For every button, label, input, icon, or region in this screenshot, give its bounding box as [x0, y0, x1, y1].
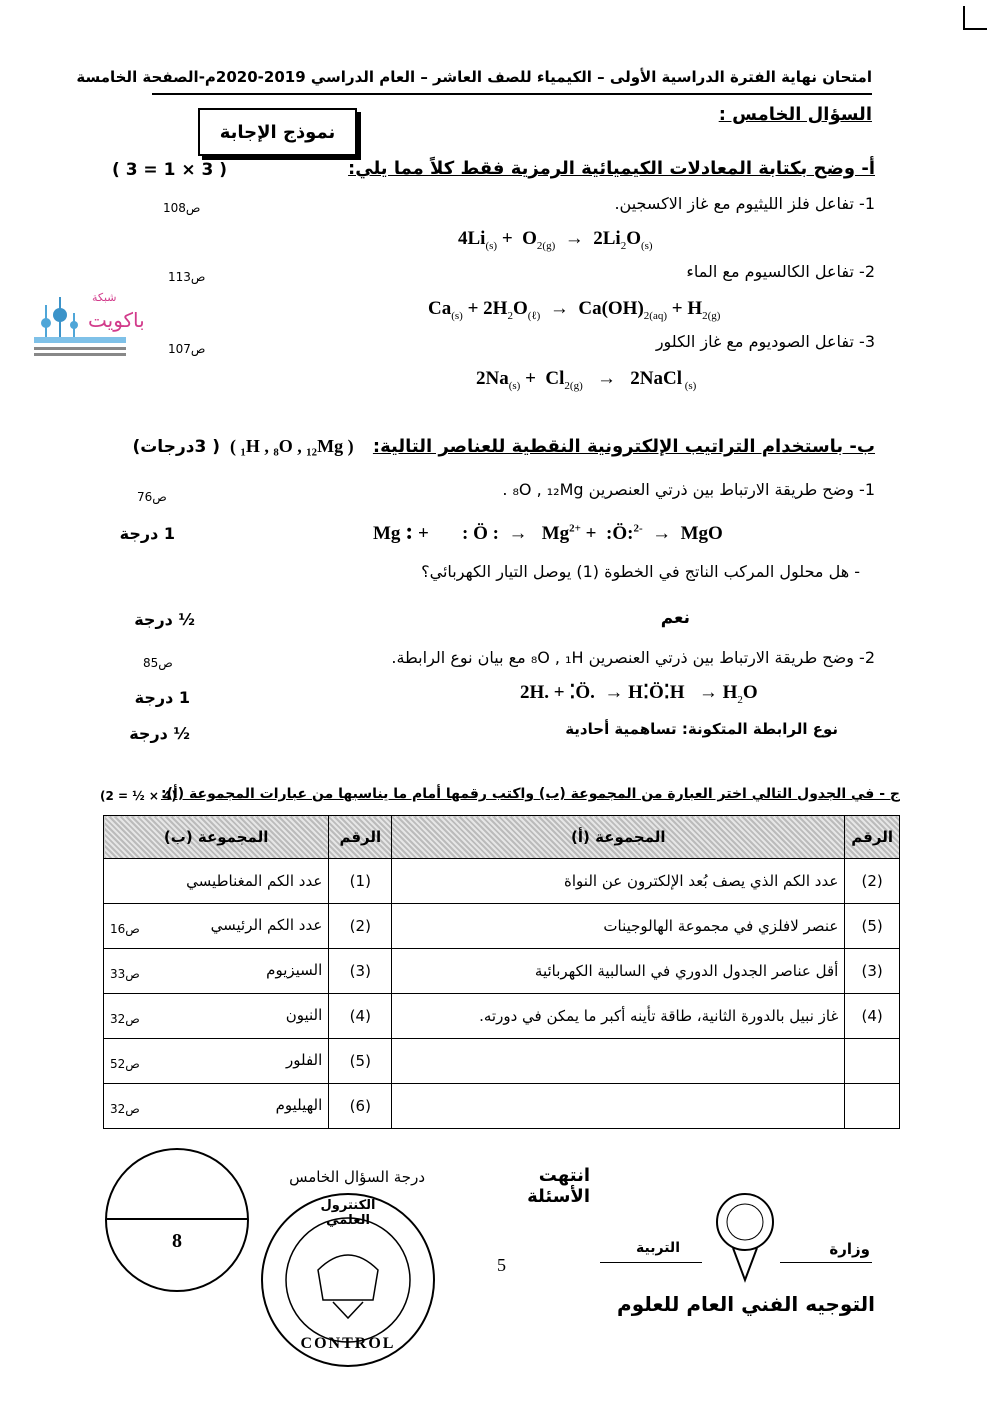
group-a-cell: عنصر لافلزي في مجموعة الهالوجينات	[392, 904, 845, 949]
lewis-h2o: 2H. + ⁚Ö. → H⁚Ö⁚H → $H_2O$	[520, 682, 758, 706]
page-ref: ص33	[110, 967, 140, 981]
part-b-q2-marks: 1 درجة	[134, 688, 190, 707]
table-row	[104, 904, 900, 949]
group-b-cell	[104, 1084, 329, 1129]
control-stamp-text: CONTROL	[300, 1335, 396, 1352]
bond-marks: ½ درجة	[129, 724, 190, 743]
group-b-text: النيون	[285, 1006, 323, 1024]
ministry-emblem	[705, 1188, 785, 1288]
group-a-cell: عدد الكم الذي يصف بُعد الإلكترون عن النواة	[392, 859, 845, 904]
answer-cell: (2)	[845, 859, 900, 904]
answer-cell: (4)	[845, 994, 900, 1039]
matching-table	[103, 815, 900, 1129]
part-b-q1: 1- وضح طريقة الارتباط بين ذرتي العنصرين ₈O , ₁₂Mg .	[502, 480, 875, 499]
group-b-num: (6)	[329, 1084, 392, 1129]
answer-cell	[845, 1084, 900, 1129]
part-a-ref-3: ص107	[168, 342, 206, 356]
part-a-title: أ- وضح بكتابة المعادلات الكيميائية الرمزية فقط كلاً مما يلي:	[348, 158, 875, 179]
header-group-a: المجموعة (أ)	[392, 816, 845, 859]
page-ref: ص32	[110, 1102, 140, 1116]
corner-mark	[963, 6, 987, 30]
header-num: الرقم	[845, 816, 900, 859]
table-row	[104, 994, 900, 1039]
group-a-cell	[392, 1084, 845, 1129]
ministry-label-2: التربية	[636, 1240, 680, 1256]
group-b-cell	[104, 1039, 329, 1084]
score-label: درجة السؤال الخامس	[289, 1168, 425, 1186]
equation-3: $2Na_{(s)} + Cl_{2(g)}$ → 2NaCl $_{(s)}$	[476, 368, 697, 392]
page-ref: ص52	[110, 1057, 140, 1071]
svg-text:شبكة: شبكة	[92, 291, 117, 304]
ministry-rule-right	[780, 1262, 872, 1263]
header-num-2: الرقم	[329, 816, 392, 859]
table-row	[104, 859, 900, 904]
group-a-cell: أقل عناصر الجدول الدوري في السالبية الكهربائية	[392, 949, 845, 994]
ministry-label: وزارة	[829, 1240, 870, 1258]
part-a-ref-2: ص113	[168, 270, 206, 284]
control-stamp-arabic: الكنترول العلمي	[320, 1198, 376, 1228]
group-b-text: عدد الكم الرئيسي	[210, 916, 323, 934]
group-b-cell	[104, 904, 329, 949]
part-b-q2: 2- وضح طريقة الارتباط بين ذرتي العنصرين ₈O , ₁H مع بيان نوع الرابطة.	[391, 648, 875, 667]
group-b-cell	[104, 994, 329, 1039]
group-b-num: (3)	[329, 949, 392, 994]
part-b-marks: ( 3درجات)	[132, 437, 220, 457]
svg-text:باكويت: باكويت	[88, 308, 145, 332]
answer-model-label: نموذج الإجابة	[219, 121, 336, 143]
table-header-row	[104, 816, 900, 859]
part-a-ref-1: ص108	[163, 201, 201, 215]
part-b-q1-marks: 1 درجة	[119, 524, 175, 543]
page-header: امتحان نهاية الفترة الدراسية الأولى – الكيمياء للصف العاشر – العام الدراسي 2019-2020م-الصفحة الخامسة	[76, 68, 872, 86]
page-ref: ص32	[110, 1012, 140, 1026]
ministry-rule-left	[600, 1262, 702, 1263]
table-row	[104, 1039, 900, 1084]
watermark-logo	[30, 285, 145, 360]
part-b-q1b-marks: ½ درجة	[134, 610, 195, 629]
part-a-item-3: 3- تفاعل الصوديوم مع غاز الكلور	[655, 332, 875, 351]
part-c-marks: (2 = ½ × 4)	[100, 789, 177, 803]
group-a-cell: غاز نبيل بالدورة الثانية، طاقة تأينه أكبر ما يمكن في دورته.	[392, 994, 845, 1039]
part-a-marks: ( 3 = 1 × 3 )	[112, 160, 228, 180]
header-underline	[152, 93, 872, 95]
end-of-questions: انتهت الأسئلة	[527, 1165, 590, 1207]
directorate-label: التوجيه الفني العام للعلوم	[617, 1292, 875, 1316]
part-b-q1b: - هل محلول المركب الناتج في الخطوة (1) يوصل التيار الكهربائي؟	[421, 562, 860, 581]
header-group-b: المجموعة (ب)	[104, 816, 329, 859]
answer-cell: (5)	[845, 904, 900, 949]
answer-cell: (3)	[845, 949, 900, 994]
question-title: السؤال الخامس :	[718, 104, 872, 125]
table-row	[104, 949, 900, 994]
part-a-item-2: 2- تفاعل الكالسيوم مع الماء	[686, 262, 875, 281]
page-number: 5	[497, 1255, 506, 1275]
part-b-q2-ref: ص85	[143, 656, 173, 670]
lewis-mgo: Mg : + : Ö : → $Mg^{2+}$ + :Ö:$^{2-}$ → MgO	[373, 519, 723, 545]
part-a-item-1: 1- تفاعل فلز الليثيوم مع غاز الاكسجين.	[614, 194, 875, 213]
group-b-text: عدد الكم المغناطيسي	[186, 872, 323, 890]
group-b-num: (4)	[329, 994, 392, 1039]
equation-1: $4Li_{(s)} + O_{2(g)} \to 2Li_2O_{(s)}$	[458, 228, 653, 252]
score-circle	[105, 1148, 249, 1292]
page-ref: ص16	[110, 922, 140, 936]
table-row	[104, 1084, 900, 1129]
part-c-title: ج - في الجدول التالي اختر العبارة من المجموعة (ب) واكتب رقمها أمام ما يناسبها من عبارات المجموعة (أ):	[160, 786, 900, 802]
group-a-cell	[392, 1039, 845, 1084]
group-b-text: الفلور	[286, 1051, 323, 1069]
part-b-q1-ref: ص76	[137, 490, 167, 504]
group-b-cell	[104, 949, 329, 994]
score-value: 8	[172, 1230, 182, 1252]
group-b-text: الهيليوم	[275, 1096, 323, 1114]
answer-model-box	[198, 108, 357, 156]
group-b-num: (5)	[329, 1039, 392, 1084]
group-b-num: (2)	[329, 904, 392, 949]
part-b-q1b-answer: نعم	[660, 608, 690, 628]
bond-type: نوع الرابطة المتكونة: تساهمية أحادية	[565, 720, 838, 738]
part-b-title: ب- باستخدام التراتيب الإلكترونية النقطية للعناصر التالية:	[372, 436, 875, 457]
equation-2: $Ca_{(s)} + 2H_2O_{(\ell)} \to Ca(OH)_{2(aq)} + H_{2(g)}$	[428, 298, 721, 322]
answer-cell	[845, 1039, 900, 1084]
group-b-cell	[104, 859, 329, 904]
part-b-elements: ( ₁H , ₈O , ₁₂Mg )	[230, 436, 354, 456]
control-stamp	[258, 1190, 438, 1370]
group-b-text: السيزيوم	[266, 961, 323, 979]
group-b-num: (1)	[329, 859, 392, 904]
